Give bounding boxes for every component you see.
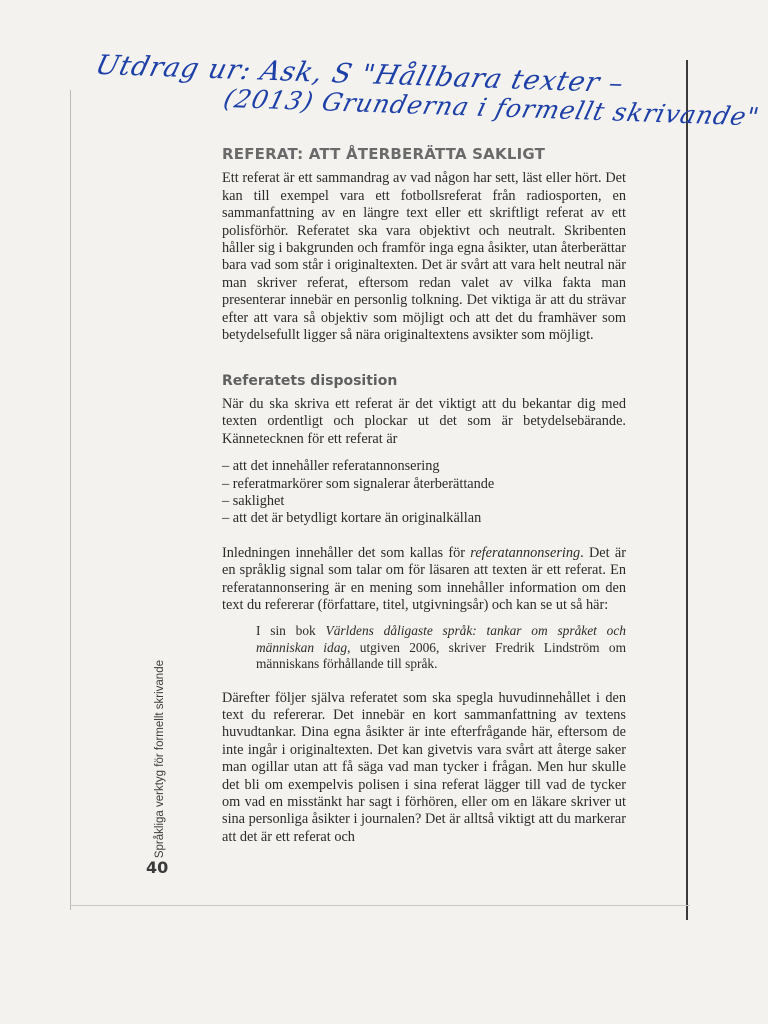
referatannonsering-paragraph: Inledningen innehåller det som kallas för referatannonsering. Det är en språklig signal som talar om för läsaren att texten är ett referat. En referatannonsering är en mening som innehåller information om den text du refererar (författare, titel, utgivningsår) och kan se ut så här: [222, 544, 626, 613]
section-title: REFERAT: ATT ÅTERBERÄTTA SAKLIGT [222, 145, 546, 163]
example-quote: I sin bok Världens dåligaste språk: tankar om språket och människan idag, utgiven 2006, skriver Fredrik Lindström om människans förhållande till språk. [256, 623, 626, 672]
intro-paragraph: Ett referat är ett sammandrag av vad någon har sett, läst eller hört. Det kan till exempel vara ett fotbollsreferat från radiosporten, en sammanfattning av en längre text eller ett skriftligt referat av ett polisförhör. Referatet ska vara objektivt och neutralt. Skribenten håller sig i bakgrunden och framför inga egna åsikter, utan återberättar bara vad som står i originaltexten. Det är svårt att vara helt neutral när man skriver referat, eftersom redan valet av vilka fakta man presenterar innebär en personlig tolkning. Det viktiga är att du strävar efter att vara så objektiv som möjligt och att det du framhäver som betydelsefullt ligger så nära originaltextens avsikter som möjligt. [222, 170, 626, 344]
page-edge-left [70, 90, 71, 910]
list-item: – referatmarkörer som signalerar återberättande [222, 475, 495, 492]
page-content [222, 146, 626, 846]
book-running-title: Språkliga verktyg för formellt skrivande [154, 660, 166, 859]
referat-body-paragraph: Därefter följer själva referatet som ska spegla huvudinnehållet i den text du refererar. Det innebär en kort sammanfattning av textens huvudtankar. Dina egna åsikter är inte efterfrågande här, eftersom de inte ingår i originaltexten. Det kan givetvis vara svårt att återge saker man ogillar utan att få säga vad man tycker i frågan. Men hur skulle det bli om exempelvis polisen i sina referat lägger till vad de tycker om vad en misstänkt har sagt i förhören, eller om en läkare skriver ut sina personliga åsikter i journalen? Det är alltså viktigt att du markerar att det är ett referat och [222, 689, 626, 845]
page-edge-right [686, 60, 688, 920]
disposition-lead-paragraph: När du ska skriva ett referat är det viktigt att du bekantar dig med texten ordentligt och plockar ut det som är betydelsebärande. Kännetecknen för ett referat är [222, 395, 626, 447]
list-item: – att det är betydligt kortare än originalkällan [222, 510, 482, 527]
list-item: – att det innehåller referatannonsering [222, 458, 440, 475]
subsection-title: Referatets disposition [222, 373, 398, 390]
page-edge-bottom [70, 905, 690, 906]
list-item: – saklighet [222, 492, 285, 509]
handwritten-source-note-line1: Utdrag ur: Ask, S "Hållbara texter – [92, 50, 628, 100]
characteristics-list [222, 458, 626, 528]
page-number: 40 [146, 858, 169, 877]
term-referatannonsering: referatannonsering [470, 544, 581, 561]
quoted-book-title: Världens dåligaste språk: tankar om språket och människan idag [256, 623, 626, 655]
handwritten-source-note-line2: (2013) Grunderna i formellt skrivande" [220, 84, 763, 132]
